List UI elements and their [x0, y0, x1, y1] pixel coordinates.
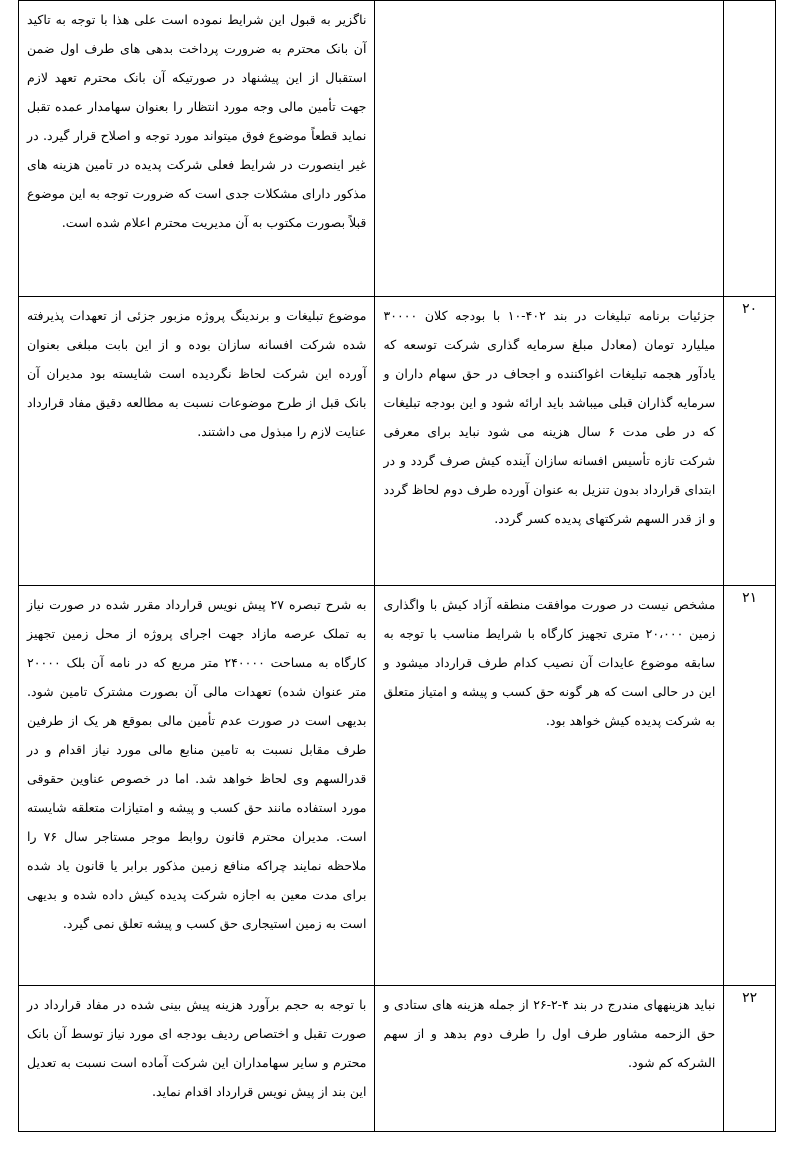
request-cell	[375, 586, 724, 986]
request-cell	[375, 1, 724, 297]
row-number: ۲۲	[724, 986, 776, 1132]
table-row	[19, 986, 776, 1132]
response-text: به شرح تبصره ۲۷ پیش نویس قرارداد مقرر شده در صورت نیاز به تملک عرصه مازاد جهت اجرای پروژه از محل زمین تجهیز کارگاه به مساحت ۲۴۰۰۰۰ متر مربع که در نامه آن بلک ۲۰۰۰۰ متر عنوان شده) تعهدات مالی آن بصورت مشترک تامین شود. بدیهی است در صورت عدم تأمین مالی بموقع هر یک از طرفین طرف مقابل نسبت به تامین منابع مالی مورد نیاز اقدام و در قدرالسهم وی لحاظ خواهد شد. اما در خصوص عناوین حقوقی مورد استفاده مانند حق کسب و پیشه و امتیازات متعلقه شایسته است. مدیران محترم قانون روابط موجر مستاجر سال ۷۶ را ملاحظه نمایند چراکه منافع زمین مذکور برابر یا قانون یاد شده برای مدت معین به اجازه شرکت پدیده کیش داده شده و بدیهی است به زمین استیجاری حق کسب و پیشه تعلق نمی گیرد.	[27, 597, 367, 931]
request-text: مشخص نیست در صورت موافقت منطقه آزاد کیش با واگذاری زمین ۲۰،۰۰۰ متری تجهیز کارگاه با شرایط مناسب با توجه به سابقه موضوع عایدات آن نصیب کدام طرف قرارداد میشود و این در حالی است که هر گونه حق کسب و پیشه و امتیاز متعلق به شرکت پدیده کیش خواهد بود.	[383, 597, 716, 728]
table-row	[19, 586, 776, 986]
response-cell	[19, 586, 375, 986]
response-cell	[19, 1, 375, 297]
table-row	[19, 297, 776, 586]
request-text: جزئیات برنامه تبلیغات در بند ۴۰۲-۱۰ با بودجه کلان ۳۰۰۰۰ میلیارد تومان (معادل مبلغ سرمایه گذاری شرکت توسعه که یادآور هجمه تبلیغات اغواکننده و اجحاف در حق سهام داران و سرمایه گذاران قبلی میباشد باید ارائه شود و این بودجه تبلیغات که در طی مدت ۶ سال هزینه می شود نباید برای معرفی شرکت تازه تأسیس افسانه سازان آینده کیش صرف گردد و در ابتدای قرارداد بدون تنزیل به عنوان آورده طرف دوم لحاظ گردد و از قدر السهم شرکتهای پدیده کسر گردد.	[383, 308, 716, 526]
request-text: نباید هزینههای مندرج در بند ۴-۲-۲۶ از جمله هزینه های ستادی و حق الزحمه مشاور طرف اول را طرف دوم بدهد و از سهم الشرکه کم شود.	[383, 997, 716, 1070]
row-number: ۲۱	[724, 586, 776, 986]
response-cell	[19, 297, 375, 586]
response-text: موضوع تبلیغات و برندینگ پروژه مزبور جزئی از تعهدات پذیرفته شده شرکت افسانه سازان بوده و از این بابت مبلغی بعنوان آورده این شرکت لحاظ نگردیده است شایسته بود مدیران آن بانک قبل از طرح موضوعات نسبت به مطالعه دقیق مفاد قرارداد عنایت لازم را مبذول می داشتند.	[27, 308, 367, 439]
table-row	[19, 1, 776, 297]
request-cell	[375, 297, 724, 586]
row-number	[724, 1, 776, 297]
request-cell	[375, 986, 724, 1132]
response-text: با توجه به حجم برآورد هزینه پیش بینی شده در مفاد قرارداد در صورت تقبل و اختصاص ردیف بودجه ای مورد نیاز توسط آن بانک محترم و سایر سهامداران این شرکت آماده است نسبت به تعدیل این بند از پیش نویس قرارداد اقدام نماید.	[27, 997, 367, 1099]
document-table	[18, 0, 776, 1132]
response-cell	[19, 986, 375, 1132]
response-text: ناگزیر به قبول این شرایط نموده است علی هذا با توجه به تاکید آن بانک محترم به ضرورت پرداخت بدهی های طرف اول ضمن استقبال از این پیشنهاد در صورتیکه آن بانک محترم تعهد لازم جهت تأمین مالی وجه مورد انتظار را بعنوان سهامدار عمده تقبل نماید قطعاً موضوع فوق میتواند مورد توجه و اصلاح قرار گیرد. در غیر اینصورت در شرایط فعلی شرکت پدیده در تامین هزینه های مذکور دارای مشکلات جدی است که ضرورت توجه به این موضوع قبلاً بصورت مکتوب به آن مدیریت محترم اعلام شده است.	[27, 12, 367, 230]
row-number: ۲۰	[724, 297, 776, 586]
